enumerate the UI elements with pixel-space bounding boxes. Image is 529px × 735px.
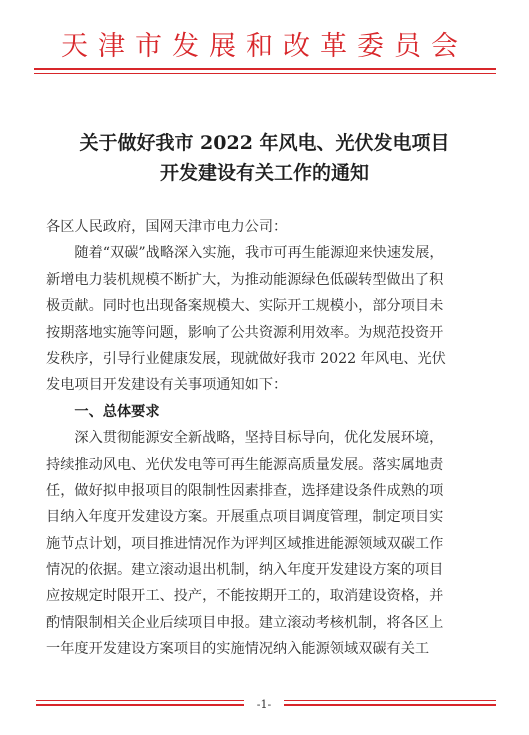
body-line: 施节点计划，项目推进情况作为评判区域推进能源领域双碳工作: [46, 535, 444, 552]
body-line: 目纳入年度开发建设方案。开展重点项目调度管理，制定项目实: [46, 509, 444, 526]
body-line: 一年度开发建设方案项目的实施情况纳入能源领域双碳有关工: [46, 641, 430, 658]
body-line: 随着“双碳”战略深入实施，我市可再生能源迎来快速发展，: [74, 245, 444, 262]
body-line: 情况的依据。建立滚动退出机制，纳入年度开发建设方案的项目: [46, 562, 444, 579]
header-red-rule-thin: [34, 73, 496, 74]
document-title-line-2: 开发建设有关工作的通知: [159, 162, 369, 184]
body-line: 应按规定时限开工、投产，不能按期开工的，取消建设资格，并: [46, 588, 444, 605]
issuing-organization-title: 天津市发展和改革委员会: [61, 31, 468, 62]
header-red-rule-thick: [34, 68, 496, 70]
body-line: 发秩序，引导行业健康发展，现就做好我市 2022 年风电、光伏: [46, 350, 446, 367]
body-line: 按期落地实施等问题，影响了公共资源利用效率。为规范投资开: [46, 324, 444, 341]
body-line: 发电项目开发建设有关事项通知如下：: [46, 377, 288, 394]
body-line: 深入贯彻能源安全新战略，坚持目标导向，优化发展环境，: [74, 430, 444, 447]
body-line: 新增电力装机规模不断扩大，为推动能源绿色低碳转型做出了积: [46, 271, 444, 288]
document-title: [30, 128, 499, 188]
document-title-line-1: 关于做好我市 2022 年风电、光伏发电项目: [79, 132, 450, 154]
body-line: 酌情限制相关企业后续项目申报。建立滚动考核机制，将各区上: [46, 614, 444, 631]
body-line: 极贡献。同时也出现备案规模大、实际开工规模小，部分项目未: [46, 298, 444, 315]
body-line: 任，做好拟申报项目的限制性因素排查，选择建设条件成熟的项: [46, 482, 444, 499]
document-body: [46, 214, 490, 663]
section-heading: 一、总体要求: [74, 403, 160, 420]
page-number: -1-: [244, 698, 284, 712]
body-line: 持续推动风电、光伏发电等可再生能源高质量发展。落实属地责: [46, 456, 444, 473]
body-line: 各区人民政府，国网天津市电力公司：: [46, 219, 288, 235]
